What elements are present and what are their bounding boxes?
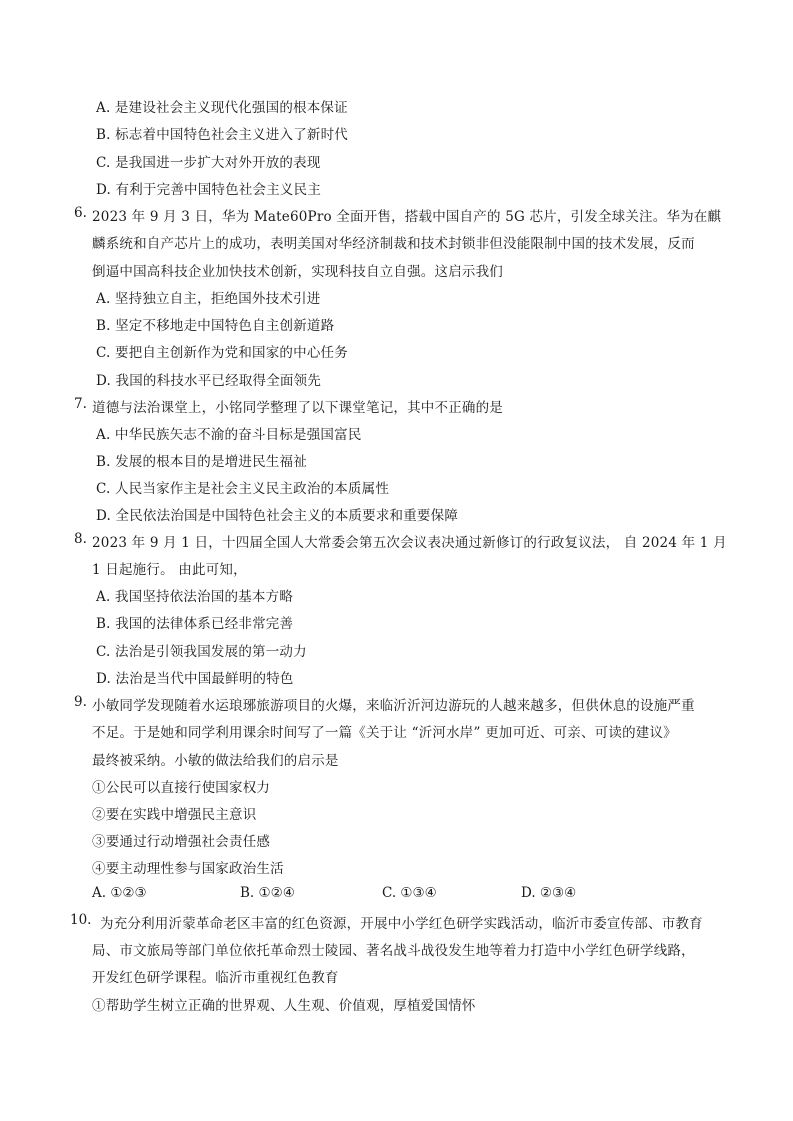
q9-option-a: A. ①②③ xyxy=(92,885,147,901)
question-stem-line: 开发红色研学课程。临沂市重视红色教育 xyxy=(92,970,339,986)
question-stem-line: 倒逼中国高科技企业加快技术创新，实现科技自立自强。这启示我们 xyxy=(92,264,503,280)
q9-item: ④要主动理性参与国家政治生活 xyxy=(92,861,284,877)
question-stem-line: 2023 年 9 月 1 日，十四届全国人大常委会第五次会议表决通过新修订的行政复议法， 自 2024 年 1 月 xyxy=(92,535,727,551)
question-number: 6. xyxy=(74,205,87,221)
q8-option-b: B. 我国的法律体系已经非常完善 xyxy=(96,616,294,632)
question-stem-line: 2023 年 9 月 3 日，华为 Mate60Pro 全面开售，搭载中国自产的 5G 芯片，引发全球关注。华为在麒 xyxy=(92,209,722,225)
q7-option-d: D. 全民依法治国是中国特色社会主义的本质要求和重要保障 xyxy=(96,508,459,524)
q10-item: ①帮助学生树立正确的世界观、人生观、价值观，厚植爱国情怀 xyxy=(92,998,476,1014)
q9-item: ③要通过行动增强社会责任感 xyxy=(92,834,271,850)
q7-option-a: A. 中华民族矢志不渝的奋斗目标是强国富民 xyxy=(96,427,362,443)
q9-item: ②要在实践中增强民主意识 xyxy=(92,807,257,823)
q7-option-c: C. 人民当家作主是社会主义民主政治的本质属性 xyxy=(96,481,390,497)
q6-option-d: D. 我国的科技水平已经取得全面领先 xyxy=(96,373,322,389)
question-stem-line: 1 日起施行。 由此可知， xyxy=(92,562,247,578)
question-stem-line: 不足。于是她和同学利用课余时间写了一篇《关于让 “沂河水岸” 更加可近、可亲、可读的建议》 xyxy=(92,725,677,741)
question-stem-line: 麟系统和自产芯片上的成功，表明美国对华经济制裁和技术封锁非但没能限制中国的技术发展，反而 xyxy=(92,236,695,252)
q6-option-c: C. 要把自主创新作为党和国家的中心任务 xyxy=(96,345,348,361)
q8-option-c: C. 法治是引领我国发展的第一动力 xyxy=(96,644,307,660)
question-number: 7. xyxy=(74,396,87,412)
question-number: 9. xyxy=(74,694,87,710)
question-stem-line: 小敏同学发现随着水运琅琊旅游项目的火爆，来临沂沂河边游玩的人越来越多，但供休息的设施严重 xyxy=(92,698,695,714)
q6-option-a: A. 坚持独立自主，拒绝国外技术引进 xyxy=(96,291,321,307)
q5-option-d: D. 有利于完善中国特色社会主义民主 xyxy=(96,182,322,198)
q9-option-d: D. ②③④ xyxy=(521,885,577,901)
q8-option-d: D. 法治是当代中国最鲜明的特色 xyxy=(96,671,294,687)
q8-option-a: A. 我国坚持依法治国的基本方略 xyxy=(96,589,294,605)
question-stem-line: 局、市文旅局等部门单位依托革命烈士陵园、著名战斗战役发生地等着力打造中小学红色研学线路， xyxy=(92,943,695,959)
question-stem-line: 为充分利用沂蒙革命老区丰富的红色资源，开展中小学红色研学实践活动，临沂市委宣传部、市教育 xyxy=(100,916,703,932)
question-stem-line: 最终被采纳。小敏的做法给我们的启示是 xyxy=(92,753,339,769)
q5-option-a: A. 是建设社会主义现代化强国的根本保证 xyxy=(96,100,348,116)
q9-item: ①公民可以直接行使国家权力 xyxy=(92,780,271,796)
question-stem-line: 道德与法治课堂上，小铭同学整理了以下课堂笔记，其中不正确的是 xyxy=(92,400,503,416)
q9-option-c: C. ①③④ xyxy=(382,885,437,901)
q5-option-c: C. 是我国进一步扩大对外开放的表现 xyxy=(96,155,321,171)
question-number: 8. xyxy=(74,531,87,547)
q6-option-b: B. 坚定不移地走中国特色自主创新道路 xyxy=(96,318,335,334)
q7-option-b: B. 发展的根本目的是增进民生福祉 xyxy=(96,454,307,470)
question-number: 10. xyxy=(70,912,92,928)
q9-option-b: B. ①②④ xyxy=(240,885,295,901)
q5-option-b: B. 标志着中国特色社会主义进入了新时代 xyxy=(96,127,349,143)
